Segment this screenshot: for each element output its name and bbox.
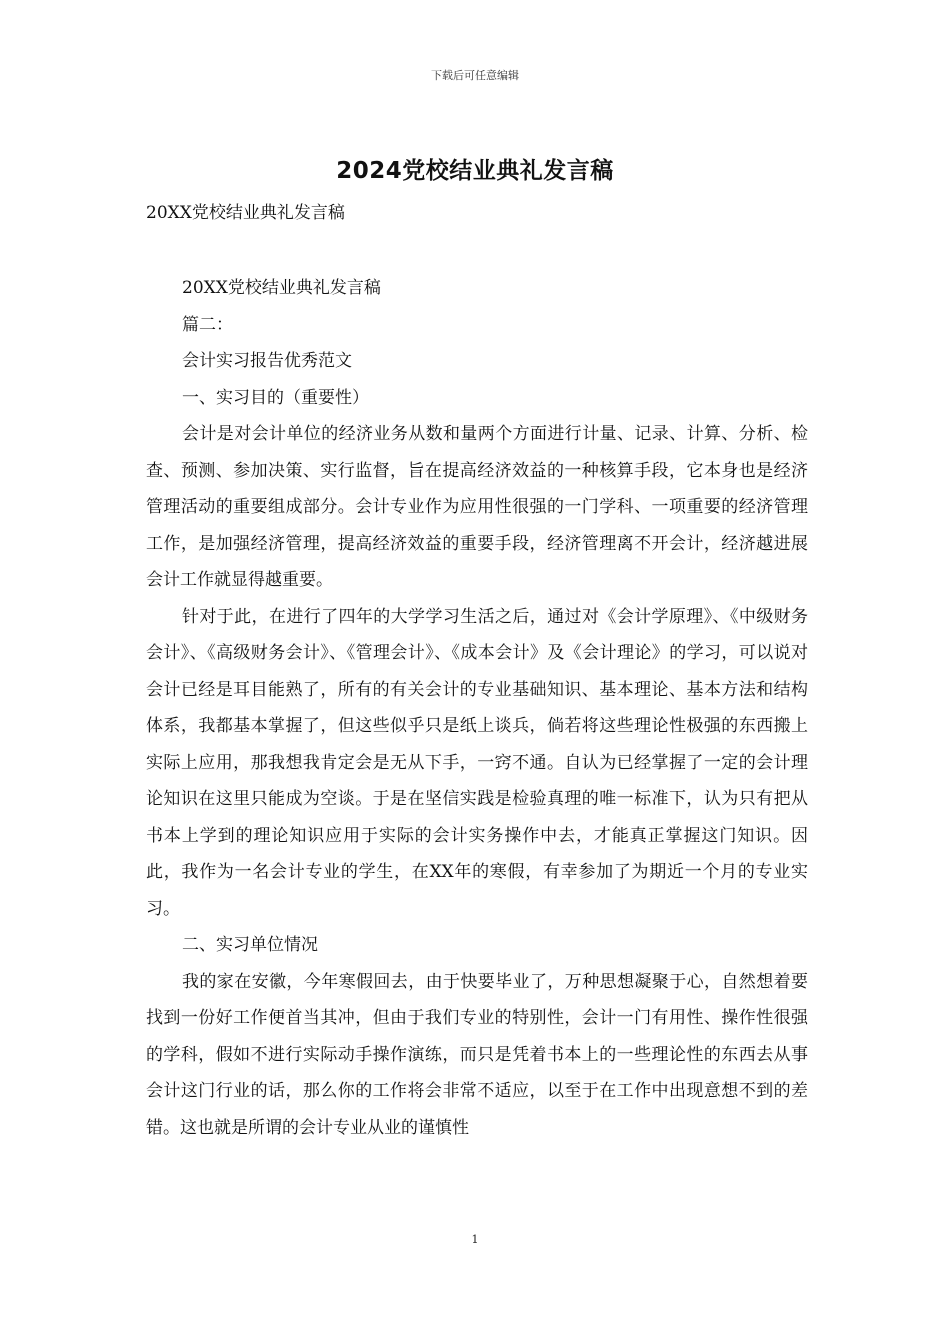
- document-body: [146, 270, 808, 1146]
- paragraph-report-title: 会计实习报告优秀范文: [182, 351, 352, 371]
- paragraph-part-label: 篇二：: [182, 314, 233, 335]
- paragraph-heading-repeat: 20XX党校结业典礼发言稿: [182, 278, 381, 298]
- paragraph-internship-context: 我的家在安徽，今年寒假回去，由于快要毕业了，万种思想凝聚于心，自然想着要找到一份好工作便首当其冲，但由于我们专业的特别性，会计一门有用性、操作性很强的学科，假如不进行实际动手操作演练，而只是凭着书本上的一些理论性的东西去从事会计这门行业的话，那么你的工作将会非常不适应，以至于在工作中出现意想不到的差错。这也就是所谓的会计专业从业的谨慎性: [146, 971, 808, 1138]
- section-heading-internship-unit: 二、实习单位情况: [182, 935, 318, 955]
- paragraph-study-background: 针对于此，在进行了四年的大学学习生活之后，通过对《会计学原理》、《中级财务会计》、《高级财务会计》、《管理会计》、《成本会计》及《会计理论》的学习，可以说对会计已经是耳目能熟了，所有的有关会计的专业基础知识、基本理论、基本方法和结构体系，我都基本掌握了，但这些似乎只是纸上谈兵，倘若将这些理论性极强的东西搬上实际上应用，那我想我肯定会是无从下手，一窍不通。自认为已经掌握了一定的会计理论知识在这里只能成为空谈。于是在坚信实践是检验真理的唯一标准下，认为只有把从书本上学到的理论知识应用于实际的会计实务操作中去，才能真正掌握这门知识。因此，我作为一名会计专业的学生，在XX年的寒假，有幸参加了为期近一个月的专业实习。: [146, 606, 808, 919]
- document-title: 2024党校结业典礼发言稿: [336, 158, 614, 184]
- page-number: 1: [471, 1233, 479, 1246]
- paragraph-accounting-definition: 会计是对会计单位的经济业务从数和量两个方面进行计量、记录、计算、分析、检查、预测、参加决策、实行监督，旨在提高经济效益的一种核算手段，它本身也是经济管理活动的重要组成部分。会计专业作为应用性很强的一门学科、一项重要的经济管理工作，是加强经济管理，提高经济效益的重要手段，经济管理离不开会计，经济越进展会计工作就显得越重要。: [146, 424, 808, 590]
- section-heading-purpose: 一、实习目的（重要性）: [182, 387, 369, 408]
- document-subtitle: 20XX党校结业典礼发言稿: [146, 203, 345, 223]
- header-note: 下载后可任意编辑: [431, 69, 519, 82]
